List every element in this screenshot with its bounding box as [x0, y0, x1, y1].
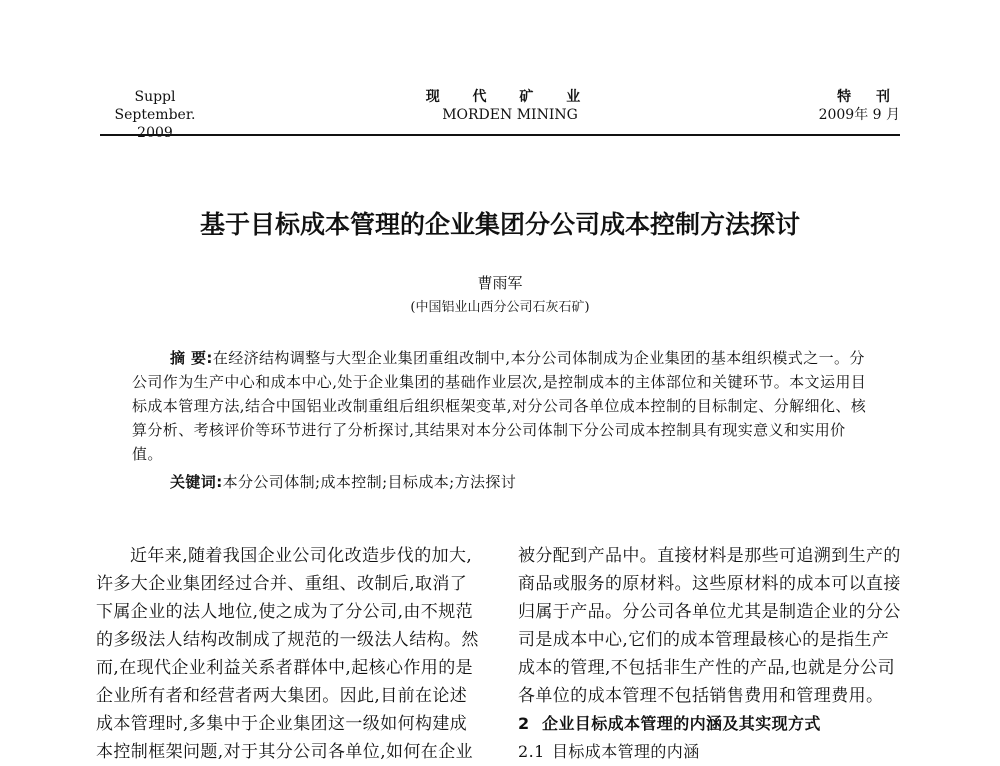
section-2-1-title: 目标成本管理的内涵	[552, 742, 700, 761]
author-affiliation: (中国铝业山西分公司石灰石矿)	[410, 300, 590, 315]
intro-paragraph: 近年来,随着我国企业公司化改造步伐的加大,许多大企业集团经过合并、重组、改制后,取消了下属企业的法人地位,使之成为了分公司,由不规范的多级法人结构改制成了规范的一级法人结构。然而,在现代企业利益关系者群体中,起核心作用的是企业所有者和经营者两大集团。因此,目前在论述成本管理时,多集中于企业集团这一级如何构建成本控制框架问题,对于其分公司各单位,如何在企业	[96, 546, 479, 762]
journal-date-cn: 2009年 9 月	[818, 107, 900, 123]
journal-name-en: MORDEN MINING	[442, 107, 578, 123]
body-left-column	[96, 542, 484, 766]
keywords-text: 本分公司体制;成本控制;目标成本;方法探讨	[222, 473, 517, 491]
header-center	[400, 88, 620, 124]
header-rule	[100, 134, 900, 136]
keywords-label: 关键词:	[170, 473, 223, 491]
header-right	[819, 88, 900, 124]
cost-paragraph: 被分配到产品中。直接材料是那些可追溯到生产的商品或服务的原材料。这些原材料的成本可以直接归属于产品。分公司各单位尤其是制造企业的分公司是成本中心,它们的成本管理最核心的是指生产成本的管理,不包括非生产性的产品,也就是分公司各单位的成本管理不包括销售费用和管理费用。	[518, 546, 901, 706]
abstract-label: 摘 要:	[170, 349, 213, 367]
article-title: 基于目标成本管理的企业集团分公司成本控制方法探讨	[199, 210, 800, 239]
abstract-paragraph	[132, 346, 872, 466]
journal-suppl-label: Suppl	[134, 89, 176, 105]
journal-name-cn: 现 代 矿 业	[425, 89, 595, 105]
journal-date-en: September. 2009	[114, 107, 196, 141]
section-2-title: 企业目标成本管理的内涵及其实现方式	[542, 714, 821, 733]
article-author: 曹雨军	[477, 274, 523, 292]
section-2-number: 2	[518, 714, 530, 733]
keywords-line	[132, 470, 872, 494]
section-2-1-heading	[518, 738, 906, 766]
section-2-1-number: 2.1	[518, 742, 545, 761]
abstract-block	[132, 346, 872, 494]
body-right-column	[518, 542, 906, 766]
section-2-heading	[518, 710, 906, 738]
abstract-text: 在经济结构调整与大型企业集团重组改制中,本分公司体制成为企业集团的基本组织模式之一。分公司作为生产中心和成本中心,处于企业集团的基础作业层次,是控制成本的主体部位和关键环节。本文运用目标成本管理方法,结合中国铝业改制重组后组织框架变革,对分公司各单位成本控制的目标制定、分解细化、核算分析、考核评价等环节进行了分析探讨,其结果对本分公司体制下分公司成本控制具有现实意义和实用价值。	[132, 349, 867, 463]
special-issue-label: 特 刊	[837, 89, 900, 105]
